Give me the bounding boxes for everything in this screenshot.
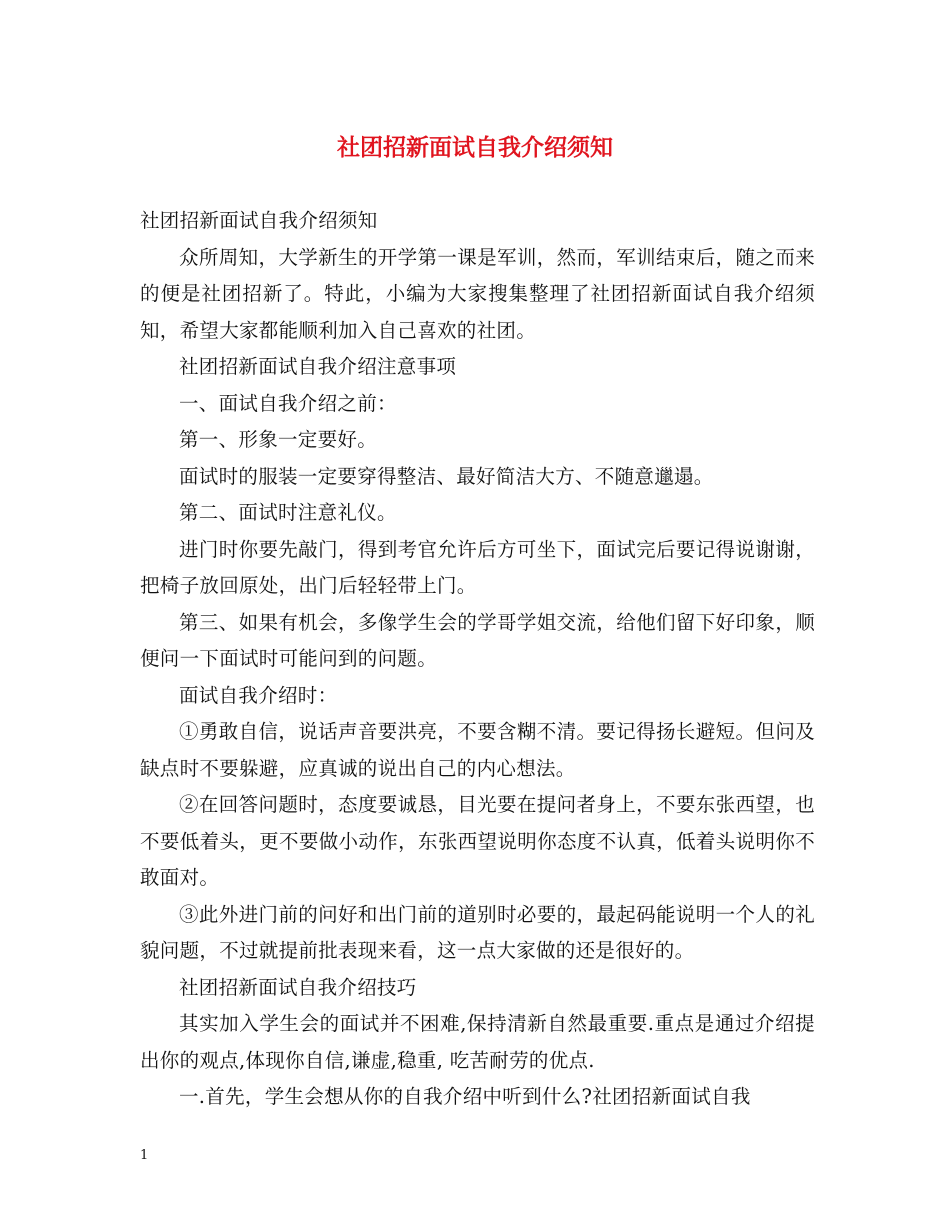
document-title: 社团招新面试自我介绍须知 bbox=[337, 134, 613, 161]
document-body bbox=[140, 203, 815, 1116]
body-paragraph: ②在回答问题时，态度要诚恳，目光要在提问者身上，不要东张西望，也不要低着头，更不要做小动作，东张西望说明你态度不认真，低着头说明你不敢面对。 bbox=[140, 793, 815, 889]
body-paragraph: 第三、如果有机会，多像学生会的学哥学姐交流，给他们留下好印象，顺便问一下面试时可能问到的问题。 bbox=[140, 610, 815, 670]
body-paragraph: 社团招新面试自我介绍注意事项 bbox=[179, 355, 457, 378]
body-paragraph: 一.首先，学生会想从你的自我介绍中听到什么?社团招新面试自我 bbox=[179, 1085, 751, 1108]
body-paragraph: 众所周知，大学新生的开学第一课是军训，然而，军训结束后，随之而来的便是社团招新了。特此，小编为大家搜集整理了社团招新面试自我介绍须知，希望大家都能顺利加入自己喜欢的社团。 bbox=[140, 245, 815, 342]
body-paragraph: 一、面试自我介绍之前： bbox=[179, 391, 397, 415]
body-paragraph: 第一、形象一定要好。 bbox=[179, 428, 378, 451]
body-paragraph: 社团招新面试自我介绍须知 bbox=[140, 209, 378, 232]
page-number: 1 bbox=[140, 1148, 149, 1163]
body-paragraph: 面试时的服装一定要穿得整洁、最好简洁大方、不随意邋遢。 bbox=[179, 464, 714, 488]
body-paragraph: ③此外进门前的问好和出门前的道别时必要的，最起码能说明一个人的礼貌问题，不过就提前批表现来看，这一点大家做的还是很好的。 bbox=[140, 902, 815, 962]
body-paragraph: 进门时你要先敲门，得到考官允许后方可坐下，面试完后要记得说谢谢，把椅子放回原处，出门后轻轻带上门。 bbox=[140, 537, 815, 597]
body-paragraph: 面试自我介绍时： bbox=[179, 683, 338, 707]
body-paragraph: 社团招新面试自我介绍技巧 bbox=[179, 975, 417, 999]
body-paragraph: ①勇敢自信，说话声音要洪亮，不要含糊不清。要记得扬长避短。但问及缺点时不要躲避，应真诚的说出自己的内心想法。 bbox=[140, 720, 815, 780]
body-paragraph: 其实加入学生会的面试并不困难,保持清新自然最重要.重点是通过介绍提出你的观点,体现你自信,谦虚,稳重, 吃苦耐劳的优点. bbox=[140, 1012, 815, 1072]
body-paragraph: 第二、面试时注意礼仪。 bbox=[179, 501, 397, 524]
